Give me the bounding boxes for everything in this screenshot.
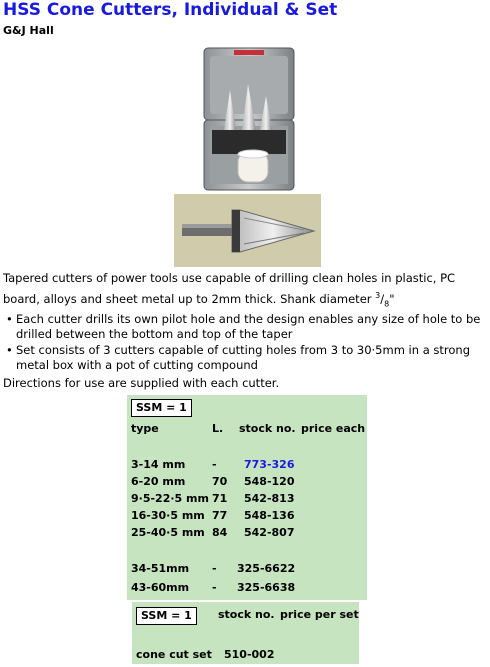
table-row-stock: 542-813 [244, 492, 295, 505]
table-row-stock: 542-807 [244, 526, 295, 539]
bullet-icon: • [6, 343, 13, 357]
table-row-stock: 548-136 [244, 509, 295, 522]
table-row-stock: 510-002 [224, 648, 275, 661]
list-item: • Set consists of 3 cutters capable of cutting holes from 3 to 30·5mm in a strong metal box with a pot of cutting compound [6, 343, 471, 372]
table-row-type: 9·5-22·5 mm [131, 492, 209, 505]
product-description: Tapered cutters of power tools use capable of drilling clean holes in plastic, PC board, alloys and sheet metal up to 2mm thick. Shank diameter $^3/_8$" [3, 271, 456, 309]
col-header-stock: stock no. [218, 608, 275, 621]
col-header-stock: stock no. [239, 422, 296, 435]
feature-list [3, 312, 489, 374]
stock-link[interactable]: 773-326 [244, 458, 295, 471]
product-image-case [198, 46, 300, 192]
col-header-price: price each [301, 422, 366, 435]
table-row-length: 84 [212, 526, 228, 539]
directions-text: Directions for use are supplied with each cutter. [3, 376, 280, 390]
table-row-stock: 325-6638 [237, 581, 296, 594]
table-row-type: 3-14 mm [131, 458, 186, 471]
ssm-badge: SSM = 1 [131, 399, 192, 417]
table-row-type: 34-51mm [131, 562, 190, 575]
table-row-length: - [212, 581, 217, 594]
ssm-badge: SSM = 1 [136, 607, 197, 625]
cutter-set-table [132, 602, 359, 664]
table-row-length: 77 [212, 509, 228, 522]
col-header-price: price per set [280, 608, 359, 621]
table-row-type: cone cut set [136, 648, 212, 661]
page-title: HSS Cone Cutters, Individual & Set [3, 0, 338, 20]
table-row-type: 43-60mm [131, 581, 190, 594]
table-row-stock: 325-6622 [237, 562, 296, 575]
table-row-length: - [212, 562, 217, 575]
col-header-type: type [131, 422, 159, 435]
col-header-length: L. [212, 422, 224, 435]
table-row-length: 70 [212, 475, 228, 488]
brand-name: G&J Hall [3, 24, 54, 37]
individual-cutters-table [127, 395, 367, 600]
shank-fraction: $^3/_8$" [375, 291, 395, 309]
product-image-cutter [174, 194, 321, 267]
bullet-icon: • [6, 312, 13, 326]
table-row-type: 6-20 mm [131, 475, 186, 488]
table-row-length: 71 [212, 492, 228, 505]
list-item: • Each cutter drills its own pilot hole and the design enables any size of hole to be drilled between the bottom and top of the taper [6, 312, 481, 341]
table-row-type: 16-30·5 mm [131, 509, 205, 522]
table-row-type: 25-40·5 mm [131, 526, 205, 539]
table-row-stock: 548-120 [244, 475, 295, 488]
table-row-length: - [212, 458, 217, 471]
